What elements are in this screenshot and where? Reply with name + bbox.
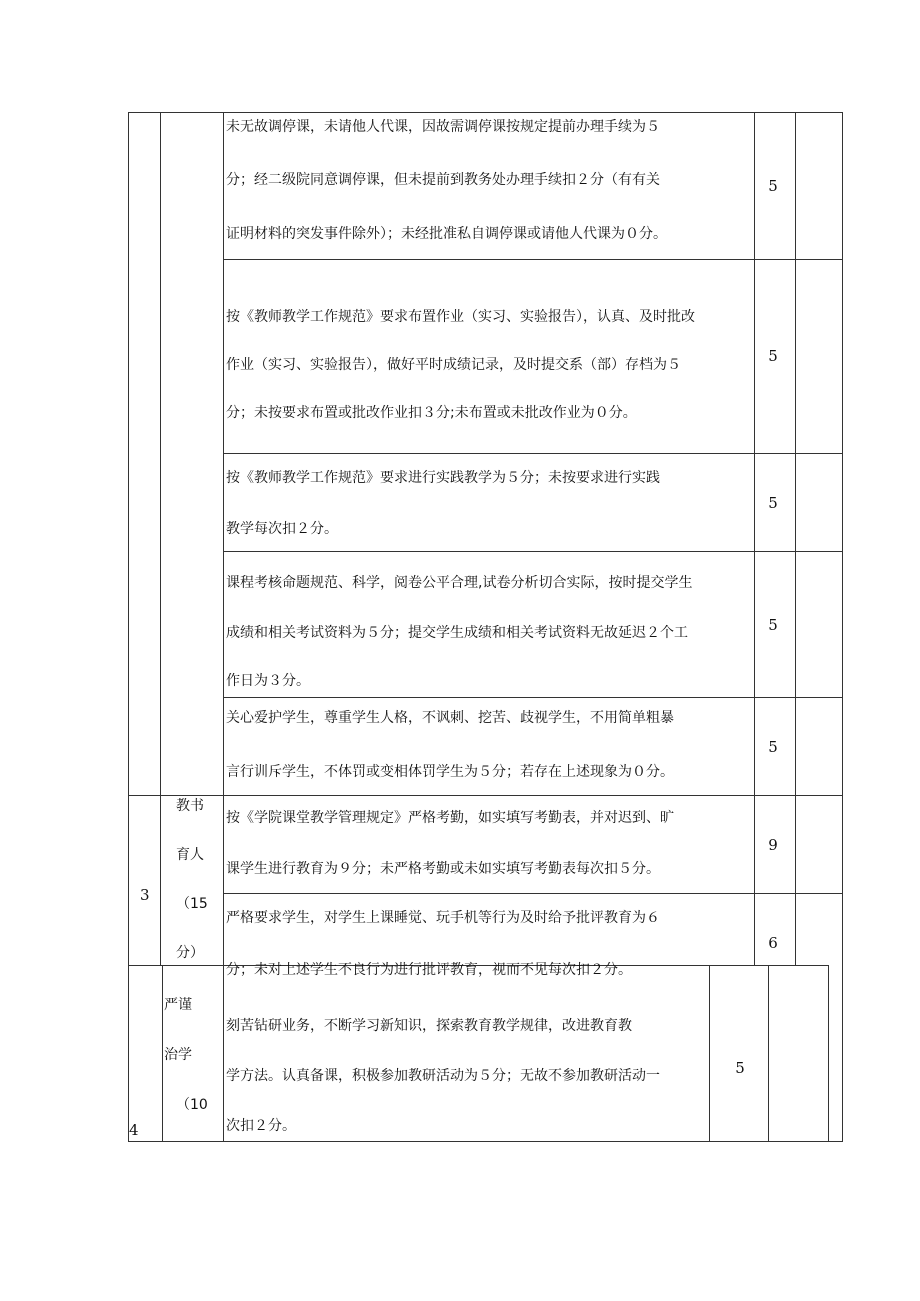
score-2: 5 [768,347,778,365]
rule-score-col-left-s4 [709,965,710,1142]
rule-category-col [223,112,224,1142]
category-line: （10 [176,1097,208,1113]
criteria-line: 未无故调停课，未请他人代课，因故需调停课按规定提前办理手续为５ [226,119,660,135]
rule-score-col-right [795,112,796,966]
criteria-text-3 [226,453,754,551]
criteria-text-8 [226,965,706,1141]
score-3: 5 [768,494,778,512]
criteria-line: 证明材料的突发事件除外）；未经批准私自调停课或请他人代课为０分。 [226,226,667,242]
criteria-line: 按《教师教学工作规范》要求进行实践教学为５分；未按要求进行实践 [226,470,660,486]
score-1: 5 [768,177,778,195]
criteria-line: 刻苦钻研业务，不断学习新知识，探索教育教学规律，改进教育教 [226,1018,632,1034]
criteria-line: 学方法。认真备课，积极参加教研活动为５分；无故不参加教研活动一 [226,1068,660,1084]
score-7: 6 [768,934,778,952]
category-line: （15 [176,896,208,912]
criteria-line: 成绩和相关考试资料为５分；提交学生成绩和相关考试资料无故延迟２个工 [226,625,688,641]
rule-score-col-left [754,112,755,966]
criteria-line: 按《教师教学工作规范》要求布置作业（实习、实验报告），认真、及时批改 [226,309,695,325]
rule-bottom [128,1141,843,1142]
criteria-line: 关心爱护学生，尊重学生人格，不讽刺、挖苦、歧视学生，不用简单粗暴 [226,710,674,726]
criteria-text-7 [226,893,754,978]
criteria-text-5 [226,697,754,795]
criteria-line: 严格要求学生，对学生上课睡觉、玩手机等行为及时给予批评教育为６ [226,910,660,926]
criteria-line: 按《学院课堂教学管理规定》严格考勤，如实填写考勤表，并对迟到、旷 [226,810,674,826]
category-line: 严谨 [164,997,192,1013]
category-line: 分） [176,945,204,961]
category-line: 育人 [176,847,204,863]
section-index-4: 4 [129,1121,139,1139]
rule-right-edge [842,112,843,1142]
score-5: 5 [768,738,778,756]
rule-index-col-s4 [162,965,163,1142]
criteria-line: 作业（实习、实验报告），做好平时成绩记录，及时提交系（部）存档为５ [226,357,681,373]
criteria-line: 作日为３分。 [226,673,310,689]
category-line: 治学 [164,1047,192,1063]
criteria-text-1 [226,112,754,259]
criteria-line: 课学生进行教育为９分；未严格考勤或未如实填写考勤表每次扣５分。 [226,861,660,877]
rule-score-col-right-s4 [768,965,769,1142]
criteria-text-2 [226,259,754,453]
rule-left-edge [128,112,129,1142]
rule-extra-col-s4 [828,965,829,1142]
score-4: 5 [768,616,778,634]
rule-index-col [160,112,161,966]
criteria-line: 分；未对上述学生不良行为进行批评教育，视而不见每次扣２分。 [226,962,632,978]
criteria-text-6 [226,795,754,893]
criteria-line: 教学每次扣２分。 [226,521,338,537]
category-line: 教书 [176,798,204,814]
criteria-line: 分；未按要求布置或批改作业扣３分;未布置或未批改作业为０分。 [226,405,637,421]
criteria-line: 分；经二级院同意调停课，但未提前到教务处办理手续扣２分（有有关 [226,172,660,188]
criteria-line: 次扣２分。 [226,1118,296,1134]
criteria-line: 言行训斥学生，不体罚或变相体罚学生为５分；若存在上述现象为０分。 [226,764,674,780]
score-6: 9 [768,836,778,854]
criteria-line: 课程考核命题规范、科学，阅卷公平合理,试卷分析切合实际，按时提交学生 [226,575,693,591]
section-index-3: 3 [140,886,150,904]
criteria-text-4 [226,551,754,697]
score-8: 5 [735,1059,745,1077]
